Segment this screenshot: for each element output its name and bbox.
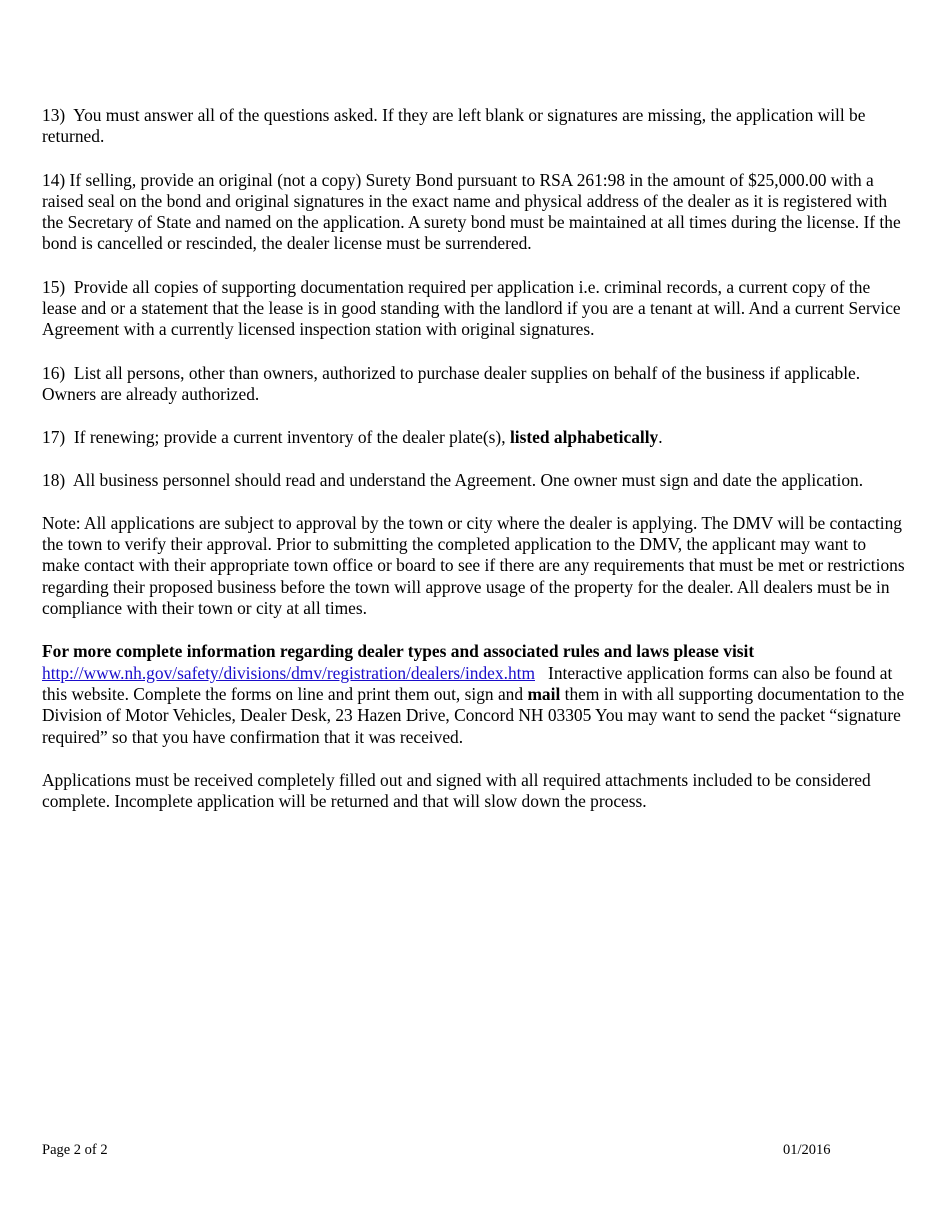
item-number: 16): [42, 362, 66, 383]
revision-date: 01/2016: [783, 1142, 831, 1158]
item-18: [42, 470, 908, 491]
item-number: 13): [42, 105, 66, 125]
item-bold-text: listed alphabetically: [509, 427, 659, 448]
page-number: Page 2 of 2: [42, 1142, 108, 1158]
closing-paragraph: Applications must be received completely filled out and signed with all required attachments included to be considered complete. Incomplete application will be returned and that will slow down the process.: [42, 769, 871, 812]
item-number: 14): [42, 169, 66, 190]
item-13: [42, 105, 908, 148]
item-16: [42, 363, 908, 406]
item-text: List all persons, other than owners, authorized to purchase dealer supplies on behalf of the business if applicable. Owners are already authorized.: [42, 362, 861, 404]
item-text: Provide all copies of supporting documentation required per application i.e. criminal records, a current copy of the lease and or a statement that the lease is in good standing with the landlord if you are a tenant at will. And a current Service Agreement with a currently licensed inspection station with original signatures.: [42, 276, 901, 340]
document-body: [42, 105, 908, 834]
item-text: You must answer all of the questions asked. If they are left blank or signatures are missing, the application will be returned.: [42, 105, 866, 147]
info-paragraph: [42, 641, 908, 747]
info-heading: For more complete information regarding dealer types and associated rules and laws please visit: [42, 641, 755, 662]
item-17: [42, 427, 908, 448]
info-text-rest: them in with all supporting documentation to the Division of Motor Vehicles, Dealer Desk, 23 Hazen Drive, Concord NH 03305 You may want to send the packet “signature required” so that you have confirmation that it was received.: [42, 683, 905, 747]
item-number: 17): [42, 427, 66, 448]
item-number: 18): [42, 469, 66, 490]
dealers-website-link[interactable]: http://www.nh.gov/safety/divisions/dmv/registration/dealers/index.htm: [42, 662, 535, 683]
item-text-end: .: [658, 427, 663, 448]
item-14: [42, 170, 908, 255]
item-15: [42, 277, 908, 341]
info-bold-word: mail: [527, 683, 561, 704]
item-number: 15): [42, 276, 66, 297]
item-text: If renewing; provide a current inventory of the dealer plate(s),: [73, 427, 506, 448]
item-text: If selling, provide an original (not a copy) Surety Bond pursuant to RSA 261:98 in the amount of $25,000.00 with a raised seal on the bond and original signatures in the exact name and physical address of the dealer as it is registered with the Secretary of State and named on the application. A surety bond must be maintained at all times during the license. If the bond is cancelled or rescinded, the dealer license must be surrendered.: [42, 169, 901, 254]
item-text: All business personnel should read and understand the Agreement. One owner must sign and date the application.: [72, 469, 864, 490]
info-text: Interactive application forms can also be found at this website. Complete the forms on line and print them out, sign and: [42, 662, 893, 704]
note-paragraph: Note: All applications are subject to approval by the town or city where the dealer is applying. The DMV will be contacting the town to verify their approval. Prior to submitting the completed application to the DMV, the applicant may want to make contact with their appropriate town office or board to see if there are any requirements that must be met or restrictions regarding their proposed business before the town will approve usage of the property for the dealer. All dealers must be in compliance with their town or city at all times.: [42, 512, 905, 619]
